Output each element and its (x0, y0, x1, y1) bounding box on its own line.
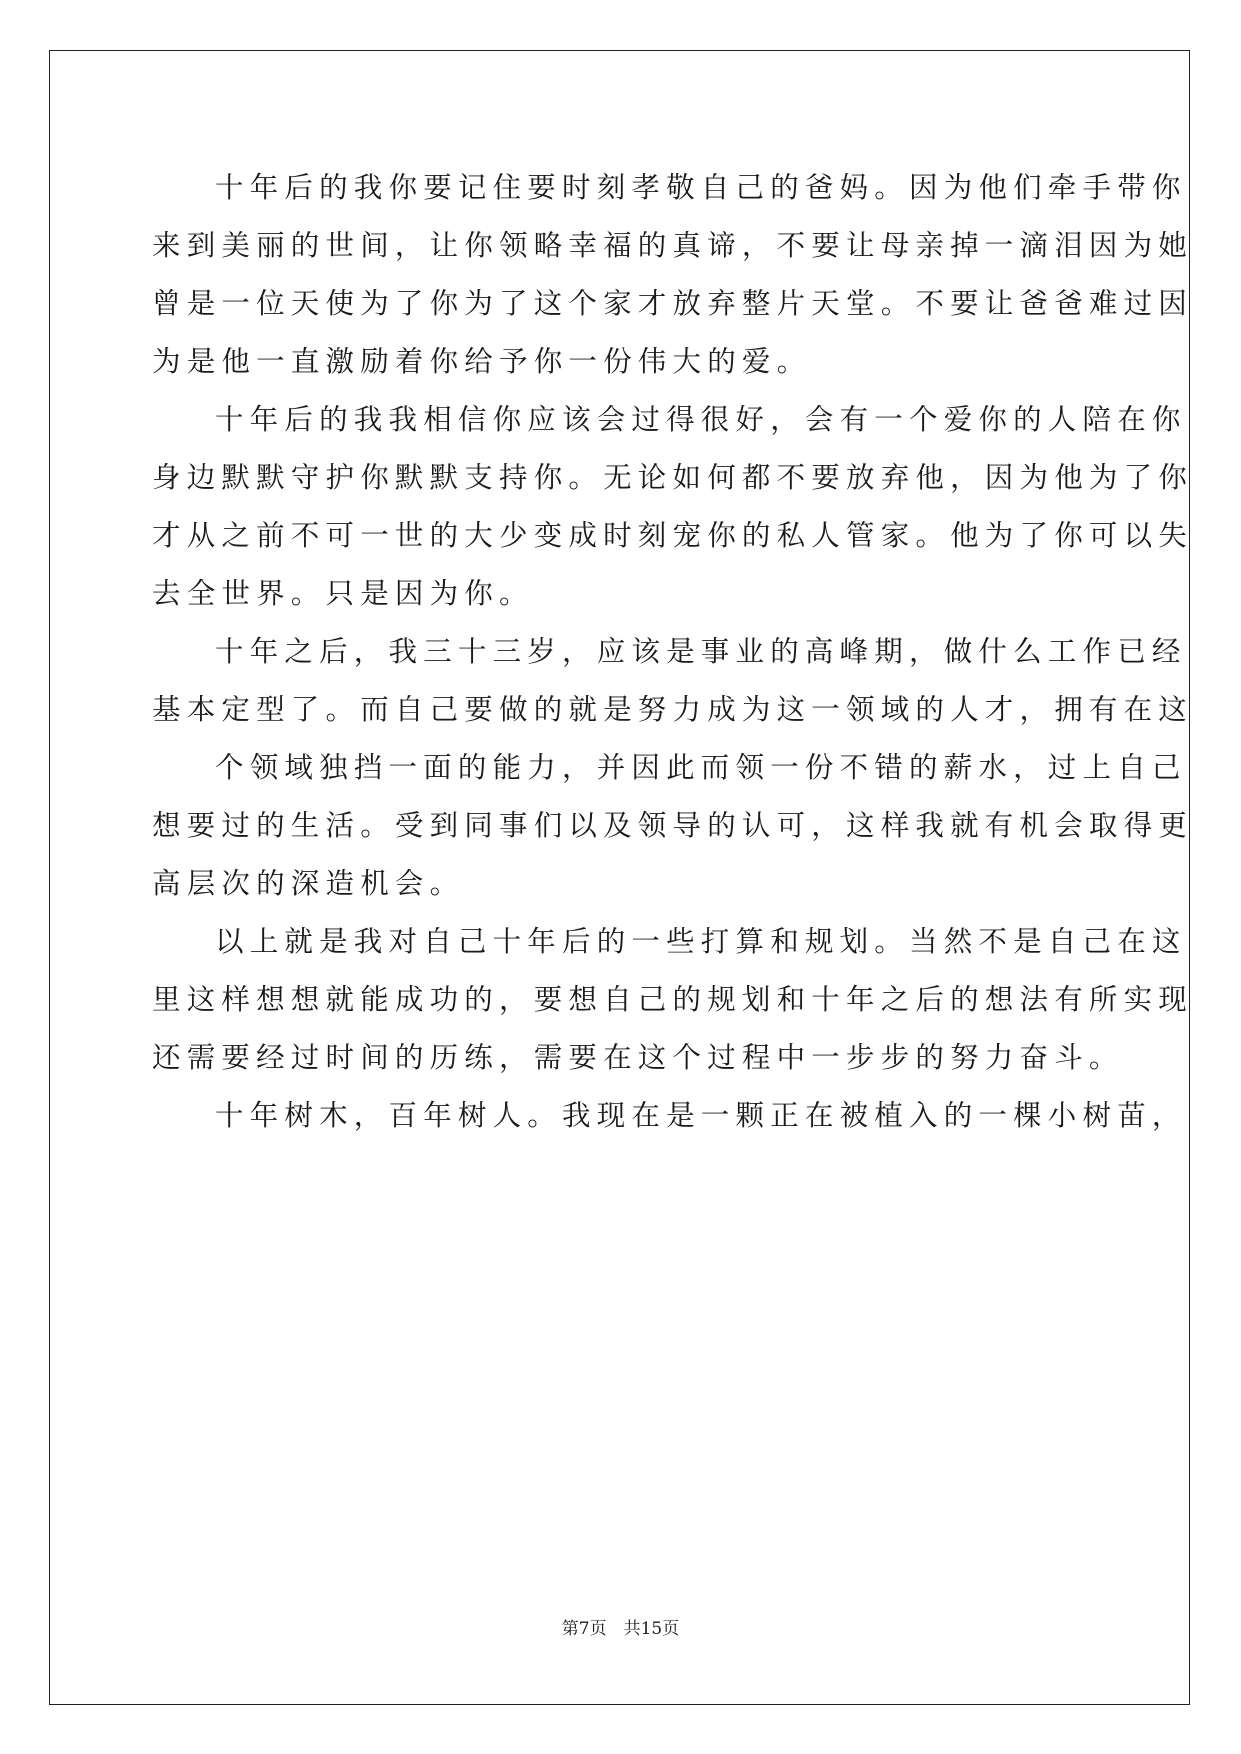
text-line: 来到美丽的世间，让你领略幸福的真谛，不要让母亲掉一滴泪因为她 (152, 229, 1194, 262)
text-line: 才从之前不可一世的大少变成时刻宠你的私人管家。他为了你可以失 (152, 519, 1194, 552)
text-line: 十年后的我你要记住要时刻孝敬自己的爸妈。因为他们牵手带你 (215, 171, 1187, 204)
text-line: 曾是一位天使为了你为了这个家才放弃整片天堂。不要让爸爸难过因 (152, 287, 1194, 320)
text-line: 身边默默守护你默默支持你。无论如何都不要放弃他，因为他为了你 (152, 461, 1194, 494)
text-line: 里这样想想就能成功的，要想自己的规划和十年之后的想法有所实现 (152, 983, 1194, 1016)
text-line: 去全世界。只是因为你。 (152, 577, 534, 610)
text-line: 以上就是我对自己十年后的一些打算和规划。当然不是自己在这 (215, 925, 1187, 958)
text-line: 还需要经过时间的历练，需要在这个过程中一步步的努力奋斗。 (152, 1041, 1124, 1074)
text-line: 个领域独挡一面的能力，并因此而领一份不错的薪水，过上自己 (215, 751, 1187, 784)
text-line: 十年之后，我三十三岁，应该是事业的高峰期，做什么工作已经 (215, 635, 1187, 668)
text-line: 基本定型了。而自己要做的就是努力成为这一领域的人才，拥有在这 (152, 693, 1194, 726)
text-line: 十年后的我我相信你应该会过得很好，会有一个爱你的人陪在你 (215, 403, 1187, 436)
text-line: 十年树木，百年树人。我现在是一颗正在被植入的一棵小树苗， (215, 1099, 1187, 1132)
text-line: 想要过的生活。受到同事们以及领导的认可，这样我就有机会取得更 (152, 809, 1194, 842)
page-number-footer: 第7页 共15页 (561, 1619, 680, 1639)
text-line: 高层次的深造机会。 (152, 867, 465, 900)
text-line: 为是他一直激励着你给予你一份伟大的爱。 (152, 345, 812, 378)
